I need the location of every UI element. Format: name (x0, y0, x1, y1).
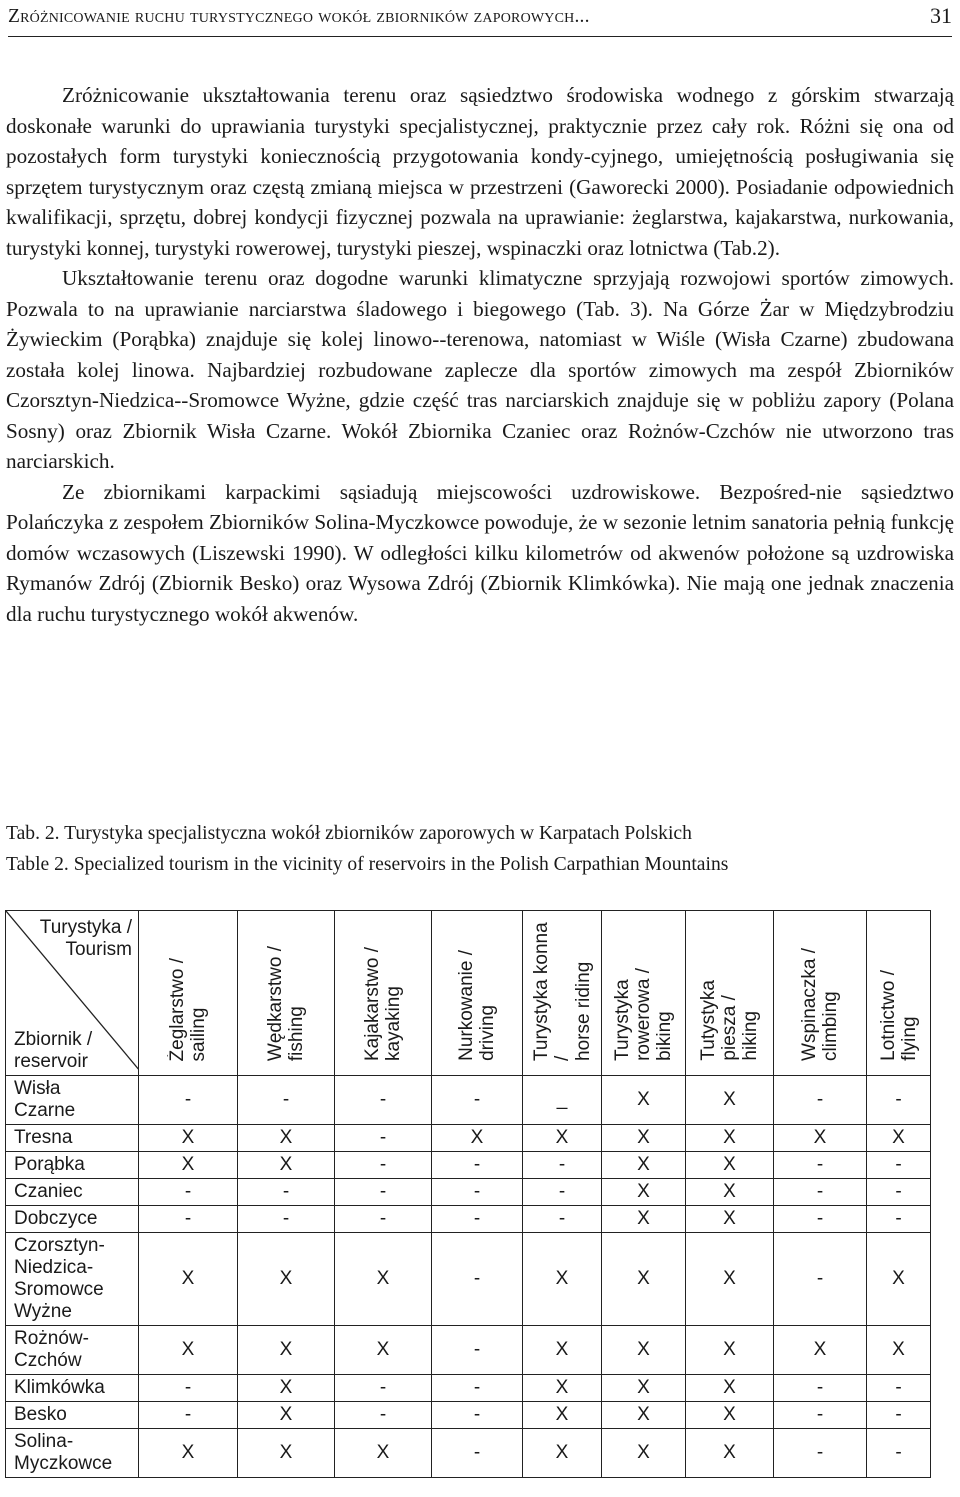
table-cell: - (432, 1375, 523, 1402)
table-row (6, 1233, 931, 1326)
table-cell: - (238, 1076, 335, 1125)
table-cell: X (602, 1375, 686, 1402)
column-header-line: hiking (740, 1011, 761, 1061)
table-cell: - (774, 1179, 867, 1206)
table-cell: - (774, 1206, 867, 1233)
table-cell: - (139, 1076, 238, 1125)
table-cell: X (602, 1076, 686, 1125)
table-cell: X (523, 1326, 602, 1375)
table-row (6, 1402, 931, 1429)
column-header-line: rowerowa / (633, 968, 654, 1061)
table-cell: X (602, 1402, 686, 1429)
table-row (6, 1206, 931, 1233)
table-cell: X (238, 1326, 335, 1375)
table-cell: X (335, 1233, 432, 1326)
table-cell: X (432, 1125, 523, 1152)
table-cell: X (523, 1125, 602, 1152)
column-header-line: horse riding (572, 961, 594, 1061)
table-cell: X (523, 1429, 602, 1478)
column-header-line: climbing (820, 991, 841, 1061)
running-title: Zróżnicowanie ruchu turystycznego wokół zbiorników zaporowych... (8, 6, 590, 27)
table-cell: - (335, 1206, 432, 1233)
table-cell: X (238, 1233, 335, 1326)
table-cell: - (139, 1375, 238, 1402)
reservoir-name: Rożnów- Czchów (6, 1326, 139, 1375)
table-cell: X (602, 1233, 686, 1326)
table-cell: X (602, 1125, 686, 1152)
column-header-line: flying (898, 1016, 920, 1061)
table-cell: X (602, 1429, 686, 1478)
table-cell: X (686, 1125, 774, 1152)
column-header-line: piesza / (719, 995, 740, 1061)
column-header (867, 911, 931, 1076)
reservoir-tourism-table (5, 910, 931, 1478)
column-header (686, 911, 774, 1076)
table-cell: X (139, 1152, 238, 1179)
table-cell: X (335, 1429, 432, 1478)
paragraph: Zróżnicowanie ukształtowania terenu oraz sąsiedztwo środowiska wodnego z górskim stwarzają doskonałe warunki do uprawiania turystyki specjalistycznej, praktycznie przez cały rok. Różni się ona od pozostałych form turystyki koniecznością przygotowania kondy-cyjnego, umiejętnością posługiwania się sprzętem turystycznym oraz częstą zmianą miejsca w przestrzeni (Gaworecki 2000). Posiadanie odpowiednich kwalifikacji, sprzętu, dobrej kondycji fizycznej pozwala na uprawianie: żeglarstwa, kajakarstwa, nurkowania, turystyki konnej, turystyki rowerowej, turystyki pieszej, wspinaczki oraz lotnictwa (Tab.2). (6, 83, 954, 260)
table-row (6, 1429, 931, 1478)
table-cell: X (867, 1326, 931, 1375)
table-cell: X (686, 1206, 774, 1233)
table-cell: - (432, 1326, 523, 1375)
table-cell: - (432, 1152, 523, 1179)
table-cell: X (602, 1152, 686, 1179)
table-cell: X (139, 1125, 238, 1152)
table-cell: X (774, 1326, 867, 1375)
table-cell: X (867, 1125, 931, 1152)
table-cell: X (602, 1179, 686, 1206)
table-cell: X (686, 1429, 774, 1478)
page-number: 31 (930, 3, 952, 28)
column-header-line: sailing (188, 1007, 209, 1061)
table-cell: X (139, 1326, 238, 1375)
table-cell: X (867, 1233, 931, 1326)
table-cell: - (335, 1076, 432, 1125)
table-cell: - (432, 1206, 523, 1233)
column-header-line: kayaking (383, 986, 404, 1061)
table-row (6, 1179, 931, 1206)
column-header (335, 911, 432, 1076)
reservoir-name: Tresna (6, 1125, 139, 1152)
reservoir-name: Wisła Czarne (6, 1076, 139, 1125)
table-cell: X (523, 1233, 602, 1326)
reservoir-name: Czorsztyn- Niedzica- Sromowce Wyżne (6, 1233, 139, 1326)
column-header-line: Wędkarstwo / (265, 945, 286, 1061)
table-cell: - (867, 1206, 931, 1233)
table-cell: - (774, 1076, 867, 1125)
table-cell: - (335, 1402, 432, 1429)
table-cell: - (238, 1206, 335, 1233)
table-cell: - (774, 1375, 867, 1402)
table-cell: - (774, 1233, 867, 1326)
corner-reservoir-label: Zbiornik / reservoir (14, 1029, 93, 1072)
table-cell: - (774, 1429, 867, 1478)
reservoir-name: Solina- Myczkowce (6, 1429, 139, 1478)
table-header-row (6, 911, 931, 1076)
table-cell: X (238, 1429, 335, 1478)
table-caption (6, 818, 956, 880)
column-header-line: Kajakarstwo / (362, 946, 383, 1061)
table-cell: X (774, 1125, 867, 1152)
table-cell: X (602, 1206, 686, 1233)
column-header-line: Żeglarstwo / (167, 957, 188, 1061)
column-header-line: Turystyka konna / (530, 922, 573, 1061)
table-row (6, 1375, 931, 1402)
table-cell: - (432, 1402, 523, 1429)
column-header-line: biking (654, 1011, 675, 1061)
table-cell: - (335, 1179, 432, 1206)
page-header (8, 2, 952, 37)
table-cell: X (686, 1402, 774, 1429)
table-cell: - (523, 1179, 602, 1206)
table-cell: - (867, 1402, 931, 1429)
corner-header-cell (6, 911, 139, 1076)
table-cell: - (335, 1375, 432, 1402)
table-cell: - (432, 1429, 523, 1478)
table-row (6, 1076, 931, 1125)
table-cell: - (867, 1179, 931, 1206)
table-cell: - (139, 1179, 238, 1206)
table-cell: - (867, 1152, 931, 1179)
body-text (6, 80, 954, 629)
table-cell: X (523, 1402, 602, 1429)
column-header-line: Nurkowanie / (456, 950, 477, 1061)
table-cell: - (523, 1152, 602, 1179)
table-cell: - (432, 1233, 523, 1326)
column-header-line: Tutystyka (698, 980, 719, 1061)
column-header (602, 911, 686, 1076)
reservoir-name: Porąbka (6, 1152, 139, 1179)
table-row (6, 1125, 931, 1152)
column-header-line: Turystyka (612, 979, 633, 1061)
column-header-line: Wspinaczka / (799, 948, 820, 1061)
table-cell: X (139, 1429, 238, 1478)
table-cell: - (335, 1152, 432, 1179)
table-cell: - (867, 1076, 931, 1125)
table-body (6, 1076, 931, 1478)
table-cell: - (139, 1402, 238, 1429)
table-cell: X (686, 1076, 774, 1125)
table-cell: - (774, 1152, 867, 1179)
table-row (6, 1152, 931, 1179)
reservoir-name: Klimkówka (6, 1375, 139, 1402)
table-cell: X (238, 1375, 335, 1402)
column-header (139, 911, 238, 1076)
caption-polish: Tab. 2. Turystyka specjalistyczna wokół zbiorników zaporowych w Karpatach Polskich (6, 823, 692, 844)
table-cell: - (774, 1402, 867, 1429)
table-cell: - (238, 1179, 335, 1206)
column-header (432, 911, 523, 1076)
table-cell: - (139, 1206, 238, 1233)
table-cell: X (602, 1326, 686, 1375)
table-cell: - (523, 1206, 602, 1233)
table-cell: X (523, 1375, 602, 1402)
table-cell: X (238, 1152, 335, 1179)
paragraph: Ukształtowanie terenu oraz dogodne warunki klimatyczne sprzyjają rozwojowi sportów zimowych. Pozwala to na uprawianie narciarstwa śladowego i biegowego (Tab. 3). Na Górze Żar w Międzybrodziu Żywieckim (Porąbka) znajduje się kolej linowo--terenowa, natomiast w Wiśle (Wisła Czarne) zbudowana została kolej linowa. Najbardziej rozbudowane zaplecze dla sportów zimowych ma zespół Zbiorników Czorsztyn-Niedzica--Sromowce Wyżne, gdzie część tras narciarskich znajduje się w pobliżu zapory (Polana Sosny) oraz Zbiornik Wisła Czarne. Wokół Zbiornika Czaniec oraz Rożnów-Czchów nie utworzono tras narciarskich. (6, 266, 954, 473)
table-row (6, 1326, 931, 1375)
table-cell: X (686, 1152, 774, 1179)
table-cell: X (686, 1326, 774, 1375)
column-header-line: driving (477, 1005, 498, 1061)
table-cell: X (139, 1233, 238, 1326)
table-cell: - (867, 1375, 931, 1402)
table-cell: X (335, 1326, 432, 1375)
table-cell: X (686, 1233, 774, 1326)
table-cell: X (686, 1375, 774, 1402)
corner-tourism-label: Turystyka / Tourism (39, 917, 132, 960)
column-header-line: fishing (286, 1006, 307, 1061)
column-header (523, 911, 602, 1076)
reservoir-name: Dobczyce (6, 1206, 139, 1233)
reservoir-name: Besko (6, 1402, 139, 1429)
table-cell: X (238, 1402, 335, 1429)
column-header-line: Lotnictwo / (877, 970, 899, 1061)
table-cell: - (867, 1429, 931, 1478)
table-cell: _ (523, 1076, 602, 1125)
table-cell: - (335, 1125, 432, 1152)
column-header (774, 911, 867, 1076)
table-cell: X (686, 1179, 774, 1206)
column-header (238, 911, 335, 1076)
reservoir-name: Czaniec (6, 1179, 139, 1206)
table-cell: X (238, 1125, 335, 1152)
table-cell: - (432, 1179, 523, 1206)
table-cell: - (432, 1076, 523, 1125)
paragraph: Ze zbiornikami karpackimi sąsiadują miejscowości uzdrowiskowe. Bezpośred-nie sąsiedztwo Polańczyka z zespołem Zbiorników Solina-Myczkowce powoduje, że w sezonie letnim sanatoria pełnią funkcję domów wczasowych (Liszewski 1990). W odległości kilku kilometrów od akwenów położone są uzdrowiska Rymanów Zdrój (Zbiornik Besko) oraz Wysowa Zdrój (Zbiornik Klimkówka). Nie mają one jednak znaczenia dla ruchu turystycznego wokół akwenów. (6, 479, 954, 626)
caption-english: Table 2. Specialized tourism in the vicinity of reservoirs in the Polish Carpathian Mountains (6, 854, 729, 875)
